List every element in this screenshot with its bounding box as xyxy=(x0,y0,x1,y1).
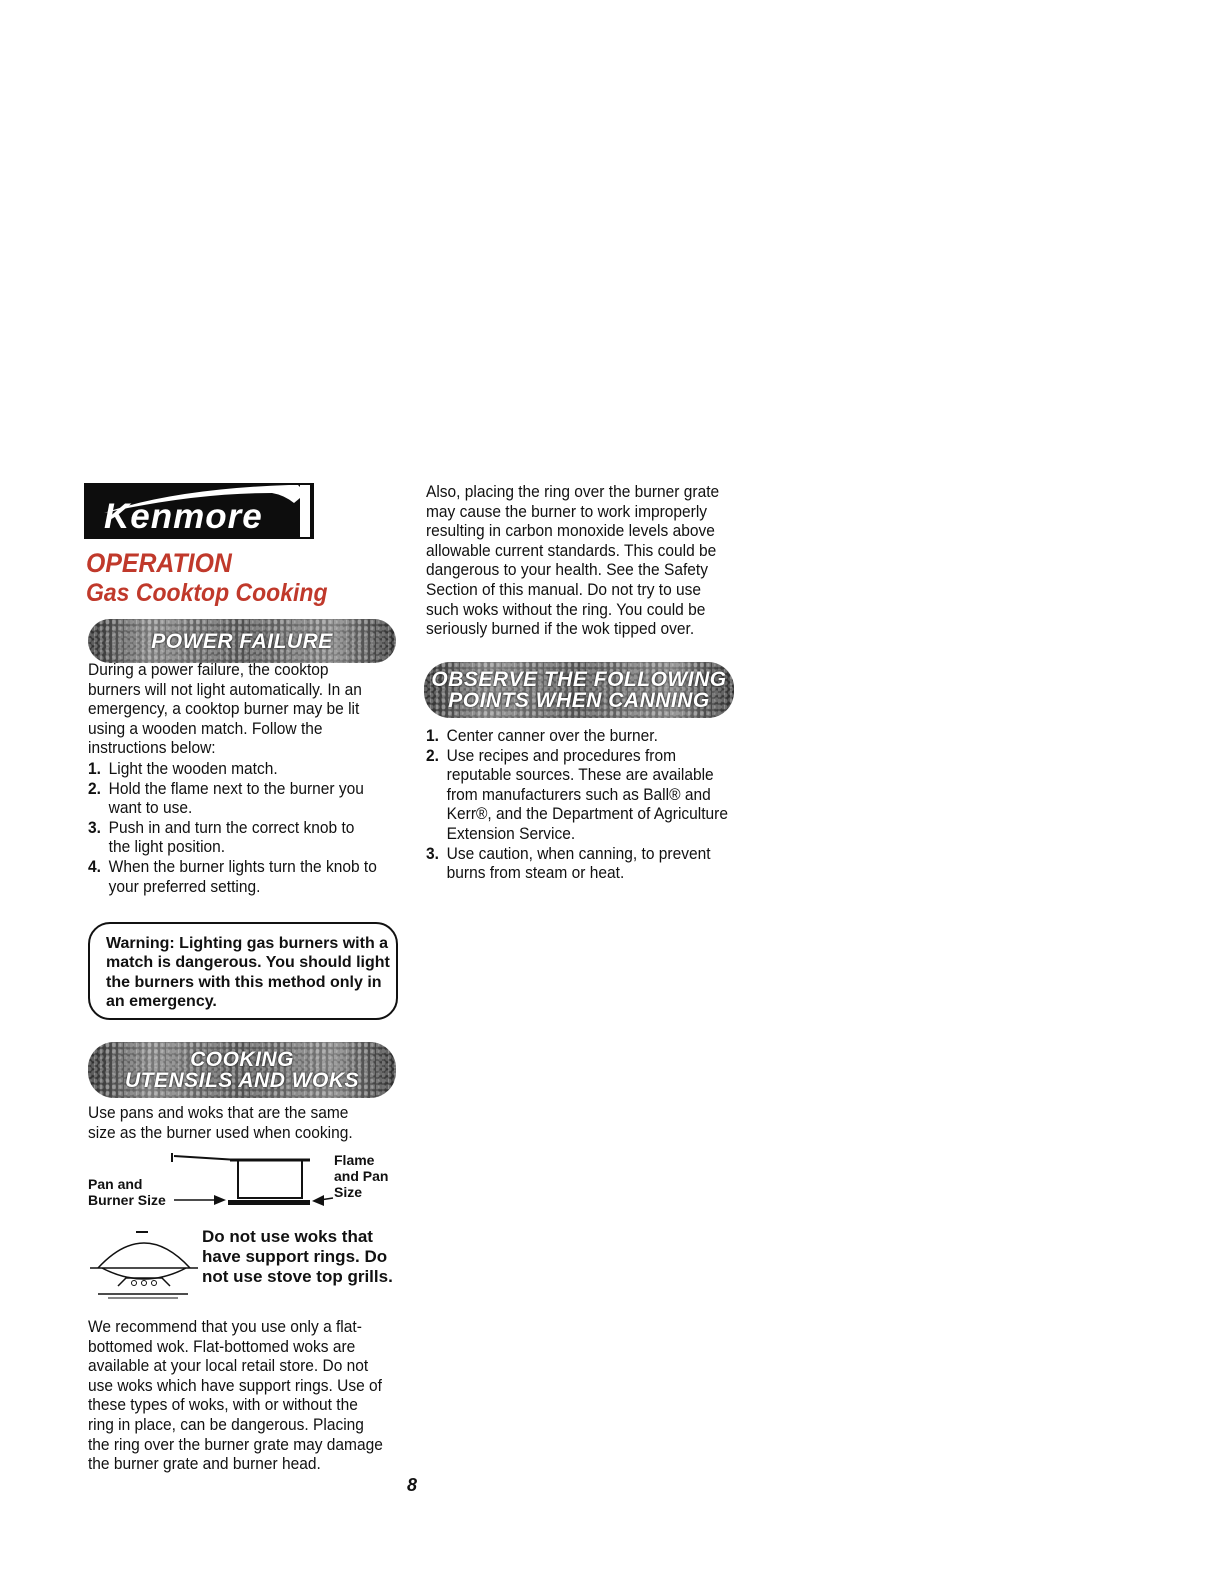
canning-banner-line1: OBSERVE THE FOLLOWING xyxy=(431,668,727,691)
cooking-utensils-banner xyxy=(88,1042,396,1098)
page-title: OPERATION xyxy=(86,548,232,578)
list-item: 1. Light the wooden match. xyxy=(88,760,278,778)
ring-continued-text: Also, placing the ring over the burner grate may cause the burner to work improperly resulting in carbon monoxide levels above allowable current standards. This could be dangerous to your health. See the Safety Section of this manual. Do not try to use such woks without the ring. You could be seriously burned if the wok tipped over. xyxy=(426,483,720,639)
list-item: 4. When the burner lights turn the knob to your preferred setting. xyxy=(88,857,377,896)
list-item: 2. Use recipes and procedures from reputable sources. These are available from manufacturers such as Ball® and Kerr®, and the Department of Agriculture Extension Service. xyxy=(426,746,728,843)
list-item: 3. Use caution, when canning, to prevent burns from steam or heat. xyxy=(426,844,711,883)
kenmore-logo xyxy=(84,483,314,539)
power-failure-steps xyxy=(88,760,398,897)
power-failure-intro: During a power failure, the cooktop burners will not light automatically. In an emergency, a cooktop burner may be lit using a wooden match. Follow the instructions below: xyxy=(88,661,362,758)
power-failure-banner-text: POWER FAILURE xyxy=(151,629,333,653)
pan-burner-diagram xyxy=(88,1148,400,1216)
canning-steps xyxy=(426,727,756,884)
wok-with-support-ring-icon xyxy=(88,1228,200,1306)
list-item: 3. Push in and turn the correct knob to the light position. xyxy=(88,818,355,857)
canning-banner-line2: POINTS WHEN CANNING xyxy=(448,689,710,712)
list-item: 2. Hold the flame next to the burner you want to use. xyxy=(88,779,364,818)
canning-banner xyxy=(424,662,734,718)
cooking-utensils-banner-line1: COOKING xyxy=(190,1048,294,1071)
pan-burner-size-label: Pan and Burner Size xyxy=(88,1176,166,1208)
power-failure-banner xyxy=(88,619,396,663)
page-number: 8 xyxy=(407,1475,418,1495)
warning-text: Warning: Lighting gas burners with a match is dangerous. You should light the burners with this method only in an emergency. xyxy=(106,935,390,1011)
cooking-utensils-banner-line2: UTENSILS AND WOKS xyxy=(124,1069,360,1092)
wok-warning-text: Do not use woks that have support rings. Do not use stove top grills. xyxy=(202,1227,393,1286)
page-subtitle: Gas Cooktop Cooking xyxy=(86,579,328,607)
flame-pan-size-label: Flame and Pan Size xyxy=(334,1152,389,1200)
wok-diagram xyxy=(88,1228,200,1306)
wok-recommendation: We recommend that you use only a flat-bottomed wok. Flat-bottomed woks are available at your local retail store. Do not use woks which have support rings. Use of these types of woks, with or without the ring in place, can be dangerous. Placing the ring over the burner grate may damage the burner grate and burner head. xyxy=(88,1318,383,1474)
warning-box xyxy=(88,922,398,1020)
utensils-intro: Use pans and woks that are the same size as the burner used when cooking. xyxy=(88,1104,353,1142)
list-item: 1. Center canner over the burner. xyxy=(426,727,658,745)
logo-wordmark: Kenmore xyxy=(104,497,263,536)
